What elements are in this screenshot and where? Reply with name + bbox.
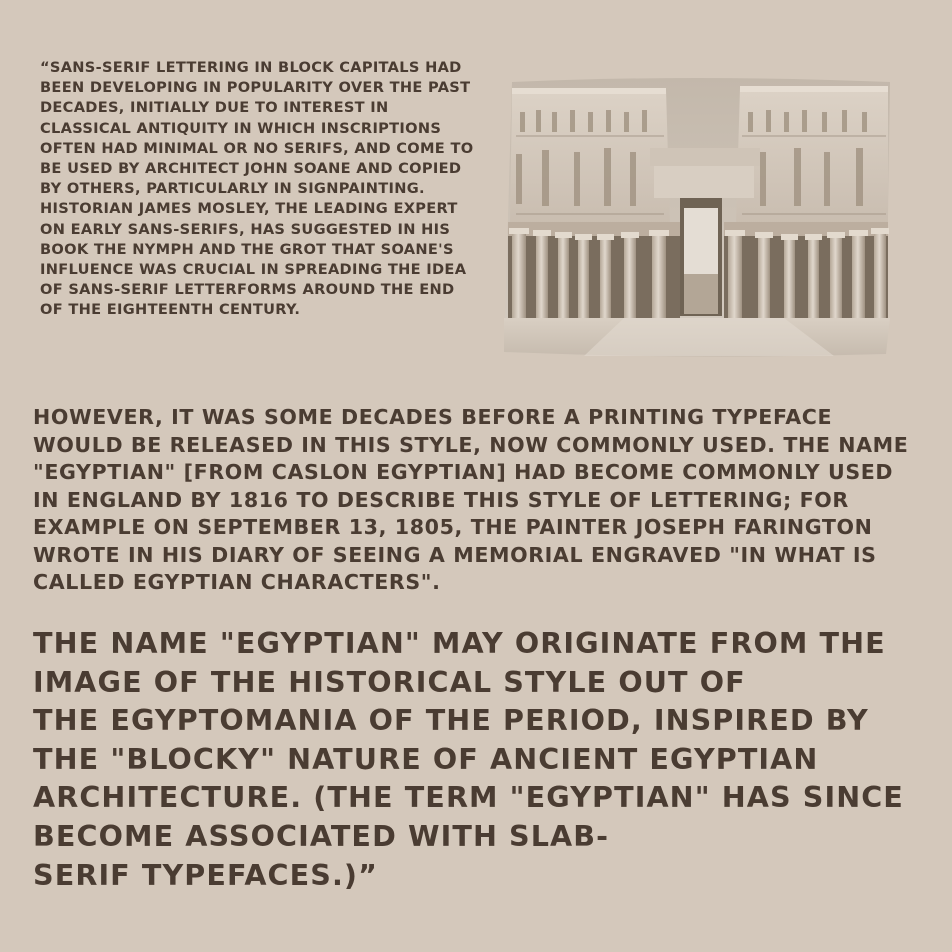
egyptian-name-origin-paragraph [33, 624, 913, 894]
origin-line-3: THE EGYPTOMANIA OF THE PERIOD, INSPIRED BY [33, 703, 869, 738]
intro-quote-paragraph: “SANS-SERIF LETTERING IN BLOCK CAPITALS HAD BEEN DEVELOPING IN POPULARITY OVER THE PAST DECADES, INITIALLY DUE TO INTEREST IN CLASSICAL ANTIQUITY IN WHICH INSCRIPTIONS OFTEN HAD MINIMAL OR NO SERIFS, AND COME TO BE USED BY ARCHITECT JOHN SOANE AND COPIED BY OTHERS, PARTICULARLY IN SIGNPAINTING. HISTORIAN JAMES MOSLEY, THE LEADING EXPERT ON EARLY SANS-SERIFS, HAS SUGGESTED IN HIS BOOK THE NYMPH AND THE GROT THAT SOANE'S INFLUENCE WAS CRUCIAL IN SPREADING THE IDEA OF SANS-SERIF LETTERFORMS AROUND THE END OF THE EIGHTEENTH CENTURY. [40, 59, 474, 319]
origin-line-1: THE NAME "EGYPTIAN" MAY ORIGINATE FROM THE [33, 626, 886, 660]
origin-line-5: ARCHITECTURE. (THE TERM "EGYPTIAN" HAS SINCE [33, 780, 904, 815]
origin-line-2: IMAGE OF THE HISTORICAL STYLE OUT OF [33, 664, 746, 699]
origin-line-7: SERIF TYPEFACES.)” [33, 857, 378, 892]
temple-photograph [504, 74, 890, 360]
egyptian-history-paragraph: HOWEVER, IT WAS SOME DECADES BEFORE A PRINTING TYPEFACE WOULD BE RELEASED IN THIS STYLE, NOW COMMONLY USED. THE NAME "EGYPTIAN" [FROM CASLON EGYPTIAN] HAD BECOME COMMONLY USED IN ENGLAND BY 1816 TO DESCRIBE THIS STYLE OF LETTERING; FOR EXAMPLE ON SEPTEMBER 13, 1805, THE PAINTER JOSEPH FARINGTON WROTE IN HIS DIARY OF SEEING A MEMORIAL ENGRAVED "IN WHAT IS CALLED EGYPTIAN CHARACTERS". [33, 405, 909, 594]
origin-line-4: THE "BLOCKY" NATURE OF ANCIENT EGYPTIAN [33, 741, 819, 776]
origin-line-6: BECOME ASSOCIATED WITH SLAB- [33, 818, 610, 853]
